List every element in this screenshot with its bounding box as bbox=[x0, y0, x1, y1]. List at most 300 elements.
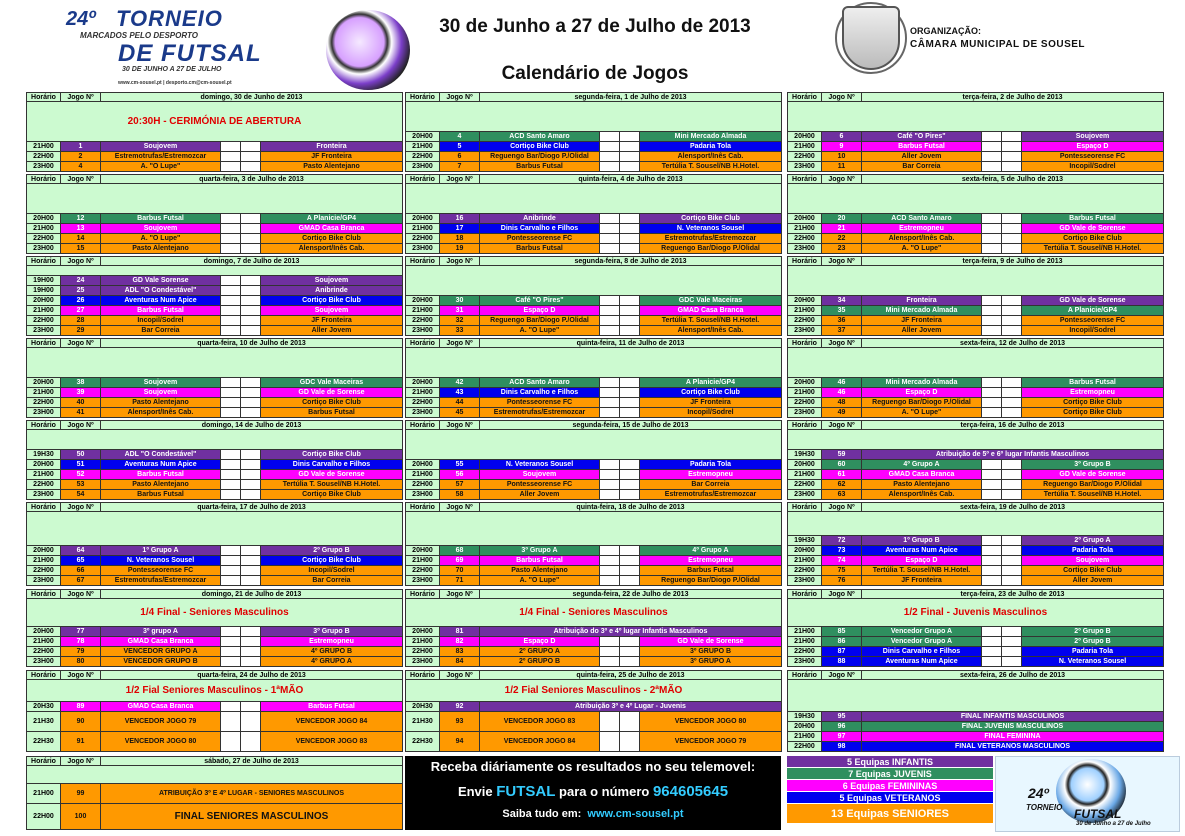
game-row[interactable] bbox=[787, 490, 1164, 500]
home-team: VENCEDOR GRUPO B bbox=[101, 657, 221, 666]
day-date: sexta-feira, 26 de Julho de 2013 bbox=[959, 672, 1066, 679]
away-score bbox=[1002, 132, 1022, 141]
away-team: Bar Correia bbox=[261, 576, 402, 585]
home-score bbox=[982, 162, 1002, 171]
day-block bbox=[787, 92, 1164, 172]
game-row[interactable] bbox=[26, 576, 403, 586]
header-jogo: Jogo Nº bbox=[822, 339, 862, 347]
game-time: 23H00 bbox=[27, 490, 61, 499]
away-team: GD Vale de Sorense bbox=[1022, 470, 1163, 479]
away-team: Estremotrufas/Estremozcar bbox=[640, 490, 781, 499]
home-score bbox=[982, 306, 1002, 315]
game-row[interactable] bbox=[787, 480, 1164, 490]
home-team: GMAD Casa Branca bbox=[101, 702, 221, 711]
header-jogo: Jogo Nº bbox=[440, 257, 480, 265]
game-row[interactable] bbox=[26, 326, 403, 336]
home-team: Bar Correia bbox=[101, 326, 221, 335]
day-block bbox=[787, 256, 1164, 336]
game-time: 23H00 bbox=[406, 244, 440, 253]
header-jogo: Jogo Nº bbox=[440, 671, 480, 679]
day-block bbox=[787, 670, 1164, 752]
game-time: 20H00 bbox=[406, 132, 440, 141]
away-score bbox=[1002, 162, 1022, 171]
game-row[interactable] bbox=[26, 627, 403, 637]
away-score bbox=[241, 316, 261, 325]
game-time: 21H00 bbox=[27, 306, 61, 315]
home-score bbox=[221, 627, 241, 636]
away-score bbox=[241, 326, 261, 335]
away-score bbox=[620, 480, 640, 489]
website-link[interactable]: www.cm-sousel.pt bbox=[587, 808, 684, 820]
game-row[interactable] bbox=[26, 647, 403, 657]
game-row[interactable] bbox=[26, 470, 403, 480]
game-row[interactable] bbox=[405, 132, 782, 142]
header-horario: Horário bbox=[406, 93, 440, 101]
game-row[interactable] bbox=[405, 408, 782, 418]
home-team: N. Veteranos Sousel bbox=[480, 460, 600, 469]
game-time: 23H00 bbox=[788, 576, 822, 585]
game-row[interactable] bbox=[26, 408, 403, 418]
game-row[interactable] bbox=[787, 326, 1164, 336]
game-number: 69 bbox=[440, 556, 480, 565]
away-team: 4º GRUPO B bbox=[261, 647, 402, 656]
game-row[interactable] bbox=[26, 712, 403, 732]
game-number: 29 bbox=[61, 326, 101, 335]
game-row[interactable] bbox=[405, 480, 782, 490]
game-number: 24 bbox=[61, 276, 101, 285]
away-score bbox=[241, 712, 261, 731]
game-number: 33 bbox=[440, 326, 480, 335]
game-row[interactable] bbox=[787, 647, 1164, 657]
game-time: 21H00 bbox=[788, 306, 822, 315]
game-row[interactable] bbox=[787, 732, 1164, 742]
day-block bbox=[26, 92, 403, 172]
game-row[interactable] bbox=[787, 576, 1164, 586]
game-row[interactable] bbox=[405, 398, 782, 408]
home-team: Pontesseorense FC bbox=[480, 480, 600, 489]
away-score bbox=[620, 142, 640, 151]
day-block bbox=[26, 756, 403, 830]
home-team: Espaço D bbox=[862, 388, 982, 397]
game-row[interactable] bbox=[787, 742, 1164, 752]
game-time: 22H00 bbox=[788, 152, 822, 161]
game-row[interactable] bbox=[405, 647, 782, 657]
game-number: 23 bbox=[822, 244, 862, 253]
game-number: 97 bbox=[822, 732, 862, 741]
game-row[interactable] bbox=[26, 732, 403, 752]
home-score bbox=[221, 152, 241, 161]
away-team: Soujovem bbox=[1022, 556, 1163, 565]
game-row[interactable] bbox=[26, 702, 403, 712]
game-row[interactable] bbox=[787, 142, 1164, 152]
game-time: 19H30 bbox=[27, 450, 61, 459]
game-row[interactable] bbox=[405, 627, 782, 637]
day-block bbox=[787, 502, 1164, 586]
away-team: 2º Grupo A bbox=[1022, 536, 1163, 545]
game-row[interactable] bbox=[26, 460, 403, 470]
header-horario: Horário bbox=[406, 175, 440, 183]
game-time: 20H00 bbox=[27, 627, 61, 636]
home-score bbox=[982, 388, 1002, 397]
home-score bbox=[221, 702, 241, 711]
game-row[interactable] bbox=[405, 224, 782, 234]
game-row[interactable] bbox=[26, 490, 403, 500]
game-row[interactable] bbox=[787, 316, 1164, 326]
day-header bbox=[405, 589, 782, 599]
game-row[interactable] bbox=[405, 326, 782, 336]
game-row[interactable] bbox=[405, 296, 782, 306]
away-score bbox=[1002, 637, 1022, 646]
game-number: 13 bbox=[61, 224, 101, 233]
game-time: 22H00 bbox=[27, 316, 61, 325]
game-row[interactable] bbox=[787, 546, 1164, 556]
game-row[interactable] bbox=[26, 152, 403, 162]
day-header bbox=[787, 174, 1164, 184]
game-row[interactable] bbox=[405, 214, 782, 224]
header-jogo: Jogo Nº bbox=[440, 590, 480, 598]
game-row[interactable] bbox=[26, 234, 403, 244]
away-team: Reguengo Bar/Diogo P./Olidal bbox=[640, 244, 781, 253]
away-score bbox=[1002, 244, 1022, 253]
game-row[interactable] bbox=[405, 378, 782, 388]
game-row[interactable] bbox=[405, 152, 782, 162]
game-time: 22H00 bbox=[406, 234, 440, 243]
game-row[interactable] bbox=[787, 712, 1164, 722]
game-row[interactable] bbox=[405, 657, 782, 667]
home-score bbox=[221, 712, 241, 731]
game-row[interactable] bbox=[26, 566, 403, 576]
game-number: 25 bbox=[61, 286, 101, 295]
home-score bbox=[982, 460, 1002, 469]
game-row[interactable] bbox=[405, 234, 782, 244]
game-row[interactable] bbox=[26, 316, 403, 326]
day-block bbox=[405, 670, 782, 752]
game-time: 21H30 bbox=[27, 712, 61, 731]
home-score bbox=[600, 556, 620, 565]
header-horario: Horário bbox=[788, 503, 822, 511]
game-row[interactable] bbox=[405, 576, 782, 586]
away-score bbox=[241, 657, 261, 666]
game-row[interactable] bbox=[26, 276, 403, 286]
game-time: 22H00 bbox=[27, 647, 61, 656]
game-row[interactable] bbox=[787, 378, 1164, 388]
game-time: 23H00 bbox=[27, 657, 61, 666]
game-row[interactable] bbox=[405, 244, 782, 254]
game-time: 23H00 bbox=[406, 408, 440, 417]
game-time: 21H00 bbox=[788, 470, 822, 479]
game-row[interactable] bbox=[26, 162, 403, 172]
game-row[interactable] bbox=[405, 316, 782, 326]
game-row[interactable] bbox=[787, 224, 1164, 234]
game-row[interactable] bbox=[787, 556, 1164, 566]
away-score bbox=[620, 316, 640, 325]
away-team: Alensport/Inês Cab. bbox=[261, 244, 402, 253]
game-number: 93 bbox=[440, 712, 480, 731]
game-row[interactable] bbox=[26, 480, 403, 490]
away-score bbox=[241, 460, 261, 469]
day-band bbox=[787, 102, 1164, 132]
game-number: 6 bbox=[822, 132, 862, 141]
game-row[interactable] bbox=[405, 702, 782, 712]
game-row[interactable] bbox=[787, 536, 1164, 546]
day-band bbox=[26, 184, 403, 214]
game-row[interactable] bbox=[787, 388, 1164, 398]
game-time: 23H00 bbox=[406, 576, 440, 585]
home-team: Aller Jovem bbox=[862, 152, 982, 161]
home-team: 1º Grupo B bbox=[862, 536, 982, 545]
page-dates: 30 de Junho a 27 de Julho de 2013 bbox=[439, 16, 751, 37]
game-row[interactable] bbox=[787, 234, 1164, 244]
game-row[interactable] bbox=[26, 142, 403, 152]
day-date: domingo, 14 de Julho de 2013 bbox=[201, 422, 302, 429]
day-date: quarta-feira, 10 de Julho de 2013 bbox=[197, 340, 306, 347]
home-team: 2º GRUPO B bbox=[480, 657, 600, 666]
game-row[interactable] bbox=[787, 722, 1164, 732]
game-row[interactable] bbox=[26, 306, 403, 316]
game-number: 67 bbox=[61, 576, 101, 585]
municipal-crest-icon bbox=[842, 6, 900, 70]
game-row[interactable] bbox=[787, 450, 1164, 460]
game-time: 22H00 bbox=[27, 804, 61, 829]
game-row[interactable] bbox=[787, 244, 1164, 254]
home-team: 4º Grupo A bbox=[862, 460, 982, 469]
game-number: 56 bbox=[440, 470, 480, 479]
game-time: 20H00 bbox=[406, 546, 440, 555]
game-row[interactable] bbox=[26, 784, 403, 804]
away-score bbox=[620, 378, 640, 387]
home-score bbox=[600, 712, 620, 731]
away-team: Cortiço Bike Club bbox=[1022, 398, 1163, 407]
header-jogo: Jogo Nº bbox=[822, 671, 862, 679]
game-row[interactable] bbox=[26, 546, 403, 556]
game-time: 22H00 bbox=[406, 566, 440, 575]
header-jogo: Jogo Nº bbox=[61, 93, 101, 101]
day-date: quarta-feira, 3 de Julho de 2013 bbox=[199, 176, 304, 183]
home-team: Bar Correia bbox=[862, 162, 982, 171]
away-team: GD Vale de Sorense bbox=[261, 470, 402, 479]
logo2-futsal: FUTSAL bbox=[1074, 807, 1122, 821]
day-date: terça-feira, 2 de Julho de 2013 bbox=[962, 94, 1063, 101]
day-band bbox=[26, 512, 403, 546]
logo-futsal: DE FUTSAL bbox=[118, 40, 262, 67]
game-number: 58 bbox=[440, 490, 480, 499]
away-team: GMAD Casa Branca bbox=[261, 224, 402, 233]
day-date: quinta-feira, 25 de Julho de 2013 bbox=[576, 672, 685, 679]
game-number: 73 bbox=[822, 546, 862, 555]
game-number: 4 bbox=[61, 162, 101, 171]
home-team: Espaço D bbox=[480, 306, 600, 315]
away-score bbox=[620, 306, 640, 315]
game-time: 23H00 bbox=[27, 576, 61, 585]
away-score bbox=[620, 408, 640, 417]
game-row[interactable] bbox=[787, 162, 1164, 172]
game-row[interactable] bbox=[26, 637, 403, 647]
game-row[interactable] bbox=[787, 296, 1164, 306]
game-description: Atribuição de 5º e 6º lugar Infantis Masculinos bbox=[862, 450, 1163, 459]
home-team: Aller Jovem bbox=[862, 326, 982, 335]
home-team: Aventuras Num Apice bbox=[862, 546, 982, 555]
day-header bbox=[26, 92, 403, 102]
game-row[interactable] bbox=[26, 556, 403, 566]
day-date: sábado, 27 de Julho de 2013 bbox=[204, 758, 299, 765]
game-time: 20H00 bbox=[27, 460, 61, 469]
away-score bbox=[620, 546, 640, 555]
game-time: 20H00 bbox=[788, 214, 822, 223]
home-team: Pasto Alentejano bbox=[862, 480, 982, 489]
header-horario: Horário bbox=[27, 590, 61, 598]
game-row[interactable] bbox=[787, 470, 1164, 480]
away-team: Fronteira bbox=[261, 142, 402, 151]
header-horario: Horário bbox=[788, 93, 822, 101]
away-score bbox=[241, 398, 261, 407]
game-row[interactable] bbox=[787, 566, 1164, 576]
game-row[interactable] bbox=[405, 732, 782, 752]
header-jogo: Jogo Nº bbox=[61, 421, 101, 429]
game-row[interactable] bbox=[26, 657, 403, 667]
home-team: Barbus Futsal bbox=[480, 162, 600, 171]
game-row[interactable] bbox=[405, 637, 782, 647]
game-row[interactable] bbox=[787, 460, 1164, 470]
game-number: 57 bbox=[440, 480, 480, 489]
game-row[interactable] bbox=[26, 450, 403, 460]
day-band: 20:30H - CERIMÓNIA DE ABERTURA bbox=[26, 102, 403, 142]
home-score bbox=[600, 637, 620, 646]
game-row[interactable] bbox=[787, 627, 1164, 637]
day-date: segunda-feira, 1 de Julho de 2013 bbox=[574, 94, 687, 101]
game-time: 20H00 bbox=[406, 460, 440, 469]
game-row[interactable] bbox=[787, 214, 1164, 224]
game-row[interactable] bbox=[405, 142, 782, 152]
away-team: 4º Grupo A bbox=[640, 546, 781, 555]
home-score bbox=[600, 490, 620, 499]
away-team: GDC Vale Maceiras bbox=[261, 378, 402, 387]
game-row[interactable] bbox=[26, 804, 403, 830]
away-score bbox=[1002, 306, 1022, 315]
logo-url: www.cm-sousel.pt | desporto.cm@cm-sousel.pt bbox=[118, 80, 232, 86]
day-band bbox=[26, 266, 403, 276]
home-team: N. Veteranos Sousel bbox=[101, 556, 221, 565]
game-description: FINAL VETERANOS MASCULINOS bbox=[862, 742, 1163, 751]
game-row[interactable] bbox=[405, 388, 782, 398]
away-team: A Planicie/GP4 bbox=[261, 214, 402, 223]
game-row[interactable] bbox=[787, 132, 1164, 142]
away-score bbox=[620, 556, 640, 565]
header-jogo: Jogo Nº bbox=[61, 757, 101, 765]
game-row[interactable] bbox=[405, 490, 782, 500]
game-number: 10 bbox=[822, 152, 862, 161]
game-row[interactable] bbox=[787, 657, 1164, 667]
game-row[interactable] bbox=[787, 398, 1164, 408]
game-row[interactable] bbox=[26, 378, 403, 388]
game-description: FINAL SENIORES MASCULINOS bbox=[101, 804, 402, 829]
game-row[interactable] bbox=[26, 224, 403, 234]
home-score bbox=[221, 647, 241, 656]
home-score bbox=[982, 132, 1002, 141]
game-row[interactable] bbox=[405, 566, 782, 576]
day-date: quarta-feira, 17 de Julho de 2013 bbox=[197, 504, 306, 511]
game-time: 20H30 bbox=[406, 702, 440, 711]
day-band: 1/2 Final - Juvenis Masculinos bbox=[787, 599, 1164, 627]
day-block bbox=[787, 589, 1164, 667]
game-row[interactable] bbox=[26, 214, 403, 224]
away-team: Barbus Futsal bbox=[261, 702, 402, 711]
game-time: 22H00 bbox=[406, 152, 440, 161]
game-row[interactable] bbox=[26, 388, 403, 398]
away-score bbox=[620, 712, 640, 731]
game-row[interactable] bbox=[405, 556, 782, 566]
home-score bbox=[600, 142, 620, 151]
game-time: 21H00 bbox=[27, 556, 61, 565]
away-score bbox=[1002, 296, 1022, 305]
game-number: 60 bbox=[822, 460, 862, 469]
home-score bbox=[221, 316, 241, 325]
game-row[interactable] bbox=[26, 398, 403, 408]
game-number: 65 bbox=[61, 556, 101, 565]
game-row[interactable] bbox=[787, 408, 1164, 418]
game-row[interactable] bbox=[26, 286, 403, 296]
game-row[interactable] bbox=[405, 162, 782, 172]
game-number: 62 bbox=[822, 480, 862, 489]
game-row[interactable] bbox=[787, 306, 1164, 316]
header-jogo: Jogo Nº bbox=[440, 339, 480, 347]
away-score bbox=[1002, 214, 1022, 223]
game-time: 21H00 bbox=[27, 470, 61, 479]
home-score bbox=[221, 398, 241, 407]
game-number: 22 bbox=[822, 234, 862, 243]
away-team: Estremopneu bbox=[640, 556, 781, 565]
game-row[interactable] bbox=[787, 152, 1164, 162]
away-team: Padaria Tola bbox=[640, 460, 781, 469]
away-score bbox=[241, 296, 261, 305]
game-time: 21H00 bbox=[27, 388, 61, 397]
header-jogo: Jogo Nº bbox=[822, 421, 862, 429]
header-horario: Horário bbox=[406, 421, 440, 429]
header-horario: Horário bbox=[788, 421, 822, 429]
game-row[interactable] bbox=[405, 460, 782, 470]
game-time: 22H00 bbox=[788, 742, 822, 751]
away-team: Cortiço Bike Club bbox=[640, 388, 781, 397]
game-number: 96 bbox=[822, 722, 862, 731]
away-score bbox=[241, 637, 261, 646]
game-number: 64 bbox=[61, 546, 101, 555]
home-team: A. "O Lupe" bbox=[101, 162, 221, 171]
page-title: Calendário de Jogos bbox=[501, 63, 689, 84]
game-row[interactable] bbox=[26, 296, 403, 306]
game-row[interactable] bbox=[787, 637, 1164, 647]
logo-number: 24º bbox=[66, 8, 96, 30]
away-score bbox=[241, 647, 261, 656]
home-team: ADL "O Condestável" bbox=[101, 286, 221, 295]
away-team: 3º Grupo B bbox=[1022, 460, 1163, 469]
day-block bbox=[26, 174, 403, 254]
game-row[interactable] bbox=[405, 470, 782, 480]
game-row[interactable] bbox=[405, 712, 782, 732]
game-number: 95 bbox=[822, 712, 862, 721]
game-time: 19H00 bbox=[27, 286, 61, 295]
day-block bbox=[787, 174, 1164, 254]
away-score bbox=[241, 408, 261, 417]
sms-keyword: FUTSAL bbox=[496, 783, 556, 800]
game-row[interactable] bbox=[26, 244, 403, 254]
home-score bbox=[982, 490, 1002, 499]
day-date: domingo, 30 de Junho de 2013 bbox=[200, 94, 303, 101]
away-score bbox=[1002, 388, 1022, 397]
away-team: Cortiço Bike Club bbox=[1022, 408, 1163, 417]
day-date: quinta-feira, 18 de Julho de 2013 bbox=[576, 504, 685, 511]
game-row[interactable] bbox=[405, 546, 782, 556]
game-number: 37 bbox=[822, 326, 862, 335]
game-row[interactable] bbox=[405, 306, 782, 316]
